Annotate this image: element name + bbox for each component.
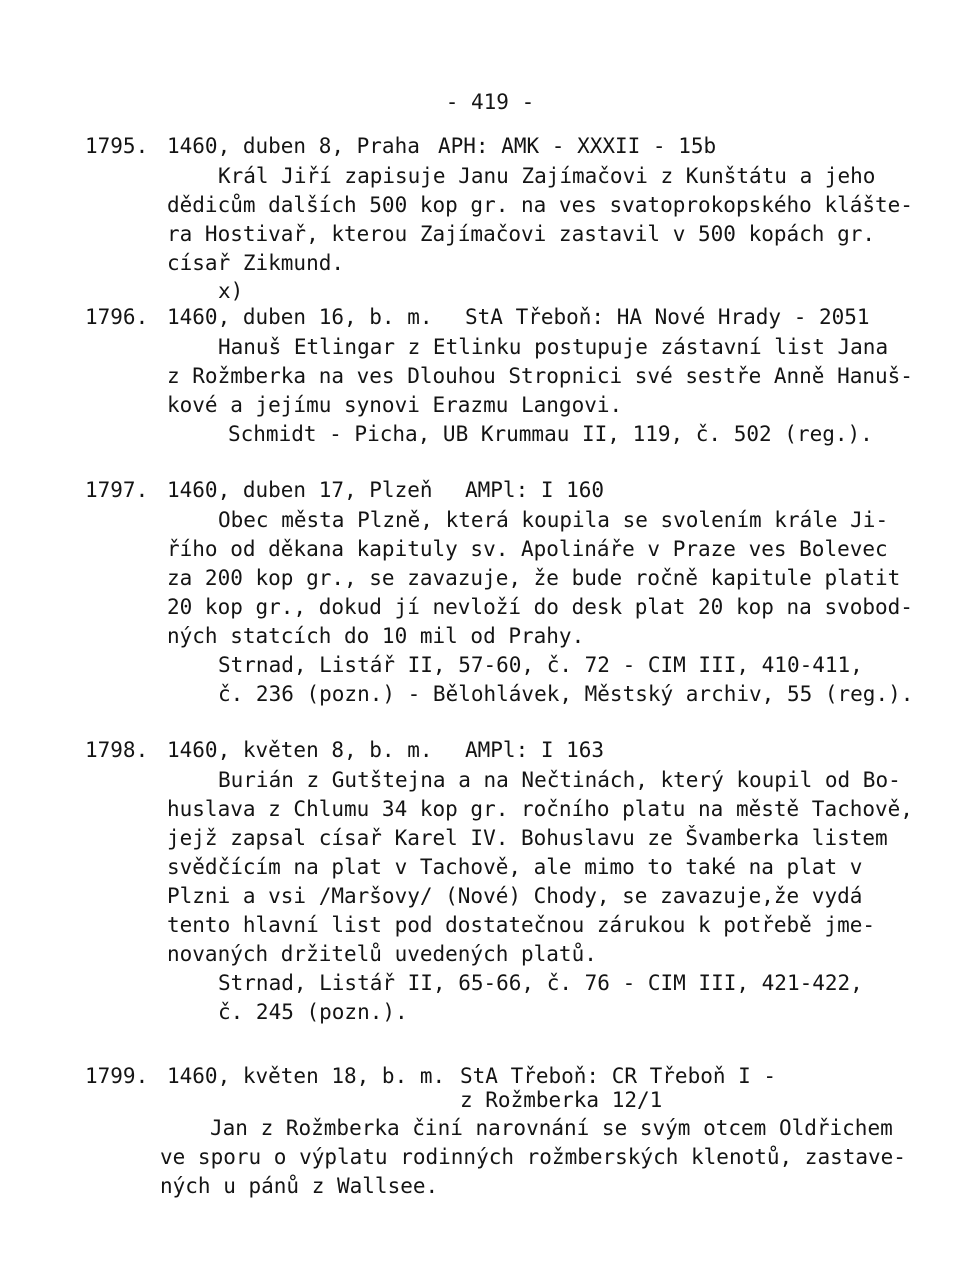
entry-header-source: AMPl: I 163	[465, 738, 605, 762]
entry-header-source: StA Třeboň: CR Třeboň I -	[460, 1064, 777, 1088]
entry-text-line: kové a jejímu synovi Erazmu Langovi.	[167, 393, 623, 417]
entry-reference: č. 245 (pozn.).	[218, 1000, 408, 1024]
entry-number: 1799.	[85, 1064, 149, 1088]
entry-reference: č. 236 (pozn.) - Bělohlávek, Městský archiv, 55 (reg.).	[218, 682, 914, 706]
entry-text-line: řího od děkana kapituly sv. Apolináře v Praze ves Bolevec	[167, 537, 888, 561]
entry-header-source: APH: AMK - XXXII - 15b	[438, 134, 717, 158]
entry-header-date: 1460, květen 8, b. m.	[167, 738, 433, 762]
entry-text-line: huslava z Chlumu 34 kop gr. ročního platu na městě Tachově,	[167, 797, 913, 821]
entry-text-line: za 200 kop gr., se zavazuje, že bude ročně kapitule platit	[167, 566, 901, 590]
entry-text-line: z Rožmberka na ves Dlouhou Stropnici své sestře Anně Hanuš-	[167, 364, 913, 388]
entry-reference: Strnad, Listář II, 65-66, č. 76 - CIM III, 421-422,	[218, 971, 863, 995]
entry-number: 1797.	[85, 478, 149, 502]
entry-header-date: 1460, duben 17, Plzeň	[167, 478, 433, 502]
entry-header-date: 1460, duben 16, b. m.	[167, 305, 433, 329]
entry-text-line: Král Jiří zapisuje Janu Zajímačovi z Kunštátu a jeho	[218, 164, 876, 188]
entry-text-line: Plzni a vsi /Maršovy/ (Nové) Chody, se zavazuje,že vydá	[167, 884, 863, 908]
entry-text-line: tento hlavní list pod dostatečnou zárukou k potřebě jme-	[167, 913, 876, 937]
entry-header-date: 1460, květen 18, b. m.	[167, 1064, 446, 1088]
entry-text-line: Burián z Gutštejna a na Nečtinách, který koupil od Bo-	[218, 768, 901, 792]
entry-text-line: svědčícím na plat v Tachově, ale mimo to také na plat v	[167, 855, 863, 879]
entry-text-line: Jan z Rožmberka činí narovnání se svým otcem Oldřichem	[210, 1116, 893, 1140]
entry-header-source: AMPl: I 160	[465, 478, 605, 502]
page-number: - 419 -	[445, 90, 535, 114]
entry-text-line: 20 kop gr., dokud jí nevloží do desk plat 20 kop na svobod-	[167, 595, 913, 619]
entry-text-line: novaných držitelů uvedených platů.	[167, 942, 597, 966]
entry-number: 1796.	[85, 305, 149, 329]
entry-reference: Schmidt - Picha, UB Krummau II, 119, č. 502 (reg.).	[228, 422, 873, 446]
entry-text-line: Hanuš Etlingar z Etlinku postupuje zástavní list Jana	[218, 335, 889, 359]
entry-text-line: ných u pánů z Wallsee.	[160, 1174, 439, 1198]
entry-text-line: ra Hostivař, kterou Zajímačovi zastavil v 500 kopách gr.	[167, 222, 876, 246]
entry-text-line: dědicům dalších 500 kop gr. na ves svatoprokopského klášte-	[167, 193, 913, 217]
entry-text-line: ve sporu o výplatu rodinných rožmberských klenotů, zastave-	[160, 1145, 906, 1169]
entry-header-source-continued: z Rožmberka 12/1	[460, 1088, 663, 1112]
entry-note-marker: x)	[218, 279, 244, 303]
entry-text-line: ných statcích do 10 mil od Prahy.	[167, 624, 585, 648]
entry-text-line: císař Zikmund.	[167, 251, 345, 275]
entry-text-line: jejž zapsal císař Karel IV. Bohuslavu ze Švamberka listem	[167, 826, 888, 850]
entry-header-date: 1460, duben 8, Praha	[167, 134, 420, 158]
entry-reference: Strnad, Listář II, 57-60, č. 72 - CIM III, 410-411,	[218, 653, 863, 677]
entry-number: 1795.	[85, 134, 149, 158]
entry-text-line: Obec města Plzně, která koupila se svolením krále Ji-	[218, 508, 889, 532]
entry-number: 1798.	[85, 738, 149, 762]
entry-header-source: StA Třeboň: HA Nové Hrady - 2051	[465, 305, 870, 329]
